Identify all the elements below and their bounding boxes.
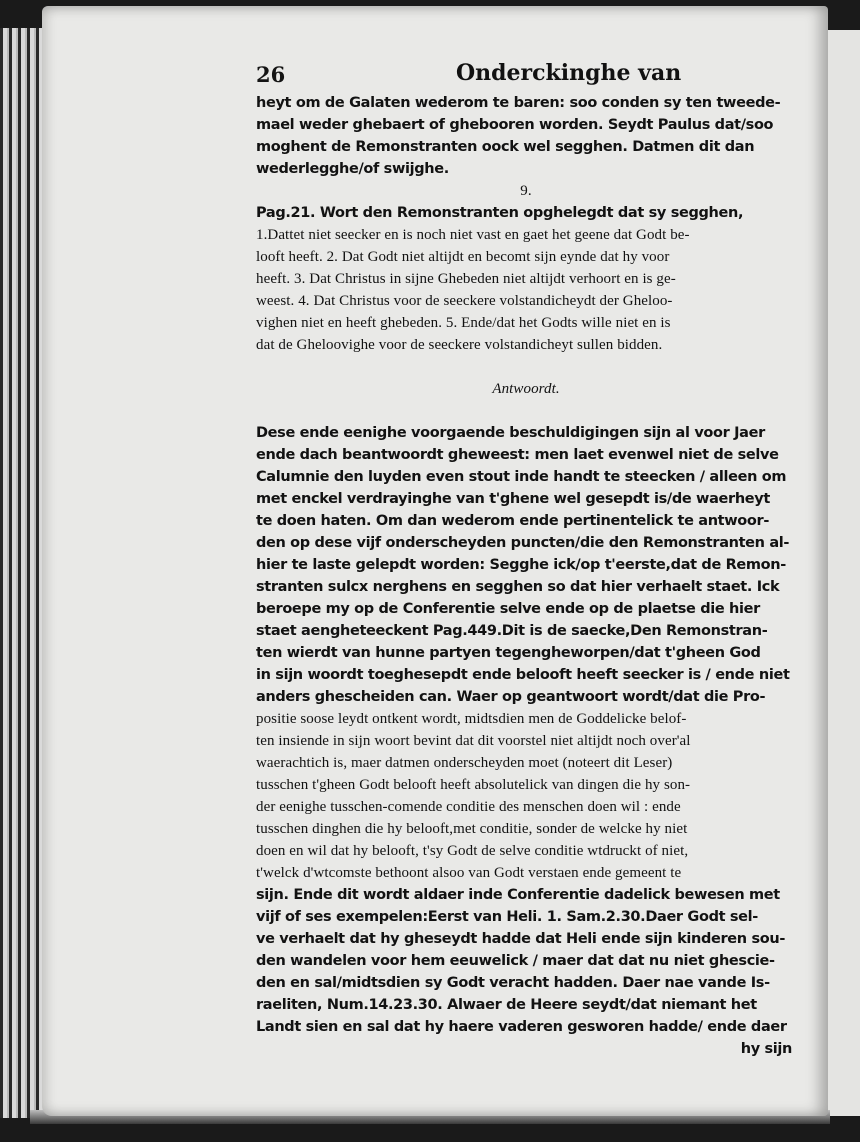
text-line: den en sal/midtsdien sy Godt veracht hadden. Daer nae vande Is- [256, 975, 770, 991]
text-line: t'welck d'wtcomste bethoont alsoo van Godt verstaen ende gemeent te [256, 865, 682, 881]
text-line: met enckel verdrayinghe van t'ghene wel gesepdt is/de waerheyt [256, 491, 770, 507]
text-line: der eenighe tusschen-comende conditie des menschen doen wil : ende [256, 799, 681, 815]
text-line: 1.Dattet niet seecker en is noch niet vast en gaet het geene dat Godt be- [256, 227, 690, 243]
text-line: waerachtich is, maer datmen onderscheyden moet (noteert dit Leser) [256, 755, 673, 771]
text-line: in sijn woordt toeghesepdt ende belooft heeft seecker is / ende niet [256, 667, 790, 683]
text-line: vighen niet en heeft ghebeden. 5. Ende/dat het Godts wille niet en is [256, 315, 671, 331]
text-line: te doen haten. Om dan wederom ende pertinentelick te antwoor- [256, 513, 769, 529]
text-line: ve verhaelt dat hy gheseydt hadde dat Heli ende sijn kinderen sou- [256, 931, 785, 947]
text-line: heeft. 3. Dat Christus in sijne Ghebeden niet altijdt verhoort en is ge- [256, 271, 676, 287]
page-number: 26 [256, 62, 286, 87]
text-line: heyt om de Galaten wederom te baren: soo conden sy ten tweede- [256, 95, 781, 111]
text-line: sijn. Ende dit wordt aldaer inde Conferentie dadelick bewesen met [256, 887, 780, 903]
text-line: ten wierdt van hunne partyen tegenghewоrpen/dat t'gheen God [256, 645, 761, 661]
text-line: hier te laste gelepdt worden: Segghe ick/op t'eerste,dat de Remon- [256, 557, 786, 573]
text-line: beroepe my op de Conferentie selve ende op de plaetse die hier [256, 601, 760, 617]
facing-page-edge [826, 30, 860, 1116]
text-line: stranten sulcx nerghens en segghen so dat hier verhaelt staet. Ick [256, 579, 780, 595]
page-header [256, 62, 796, 92]
running-head: Onderckinghe van [456, 60, 682, 86]
text-line: looft heeft. 2. Dat Godt niet altijdt en becomt sijn eynde dat hy voor [256, 249, 670, 265]
text-line: ten insiende in sijn woort bevint dat dit voorstel niet altijdt noch over'al [256, 733, 691, 749]
line-gap [256, 356, 796, 378]
text-line: doen en wil dat hy belooft, t'sy Godt de selve conditie wtdruckt of niet, [256, 843, 689, 859]
text-line: moghent de Remonstranten oock wel segghen. Datmen dit dan [256, 139, 755, 155]
text-line: Pag.21. Wort den Remonstranten opghelegdt dat sy segghen, [256, 205, 744, 221]
catchword: hy sijn [740, 1041, 792, 1057]
text-line: Antwoordt. [492, 381, 560, 397]
text-line: Calumnie den luyden even stout inde handt te steecken / alleen om [256, 469, 787, 485]
text-line: den op dese vijf onderscheyden puncten/die den Remonstranten al- [256, 535, 790, 551]
text-line: raeliten, Num.14.23.30. Alwaer de Heere seydt/dat niemant het [256, 997, 757, 1013]
text-line: dat de Gheloovighe voor de seeckere volstandicheyt sullen bidden. [256, 337, 663, 353]
text-line: Dese ende eenighe voorgaende beschuldigingen sijn al voor Jaer [256, 425, 765, 441]
text-line: mael weder ghebaert of ghebooren worden. Seydt Paulus dat/soo [256, 117, 774, 133]
text-line: wederlegghe/of swijghe. [256, 161, 449, 177]
body-text [256, 92, 796, 1060]
text-line: tusschen dinghen die hy belooft,met conditie, sonder de welcke hy niet [256, 821, 688, 837]
text-line: anders ghescheiden can. Waer op geantwoort wordt/dat die Pro- [256, 689, 766, 705]
text-line: vijf of ses exempelen:Eerst van Heli. 1. Sam.2.30.Daer Godt sel- [256, 909, 758, 925]
text-line: 9. [520, 183, 532, 199]
text-line: tusschen t'gheen Godt belooft heeft absolutelick van dingen die hy son- [256, 777, 691, 793]
line-gap [256, 400, 796, 422]
text-line: den wandelen voor hem eeuwelick / maer dat dat nu niet ghescie- [256, 953, 775, 969]
text-line: Landt sien en sal dat hy haere vaderen gesworen hadde/ ende daer [256, 1019, 787, 1035]
text-line: positie soose leydt ontkent wordt, midtsdien men de Goddelicke belof- [256, 711, 687, 727]
text-line: weest. 4. Dat Christus voor de seeckere volstandicheydt der Gheloo- [256, 293, 673, 309]
text-line: staet aengheteeckent Pag.449.Dit is de saecke,Den Remonstran- [256, 623, 768, 639]
text-line: ende dach beantwoordt ghewеest: men laet evenwel niet de selve [256, 447, 779, 463]
